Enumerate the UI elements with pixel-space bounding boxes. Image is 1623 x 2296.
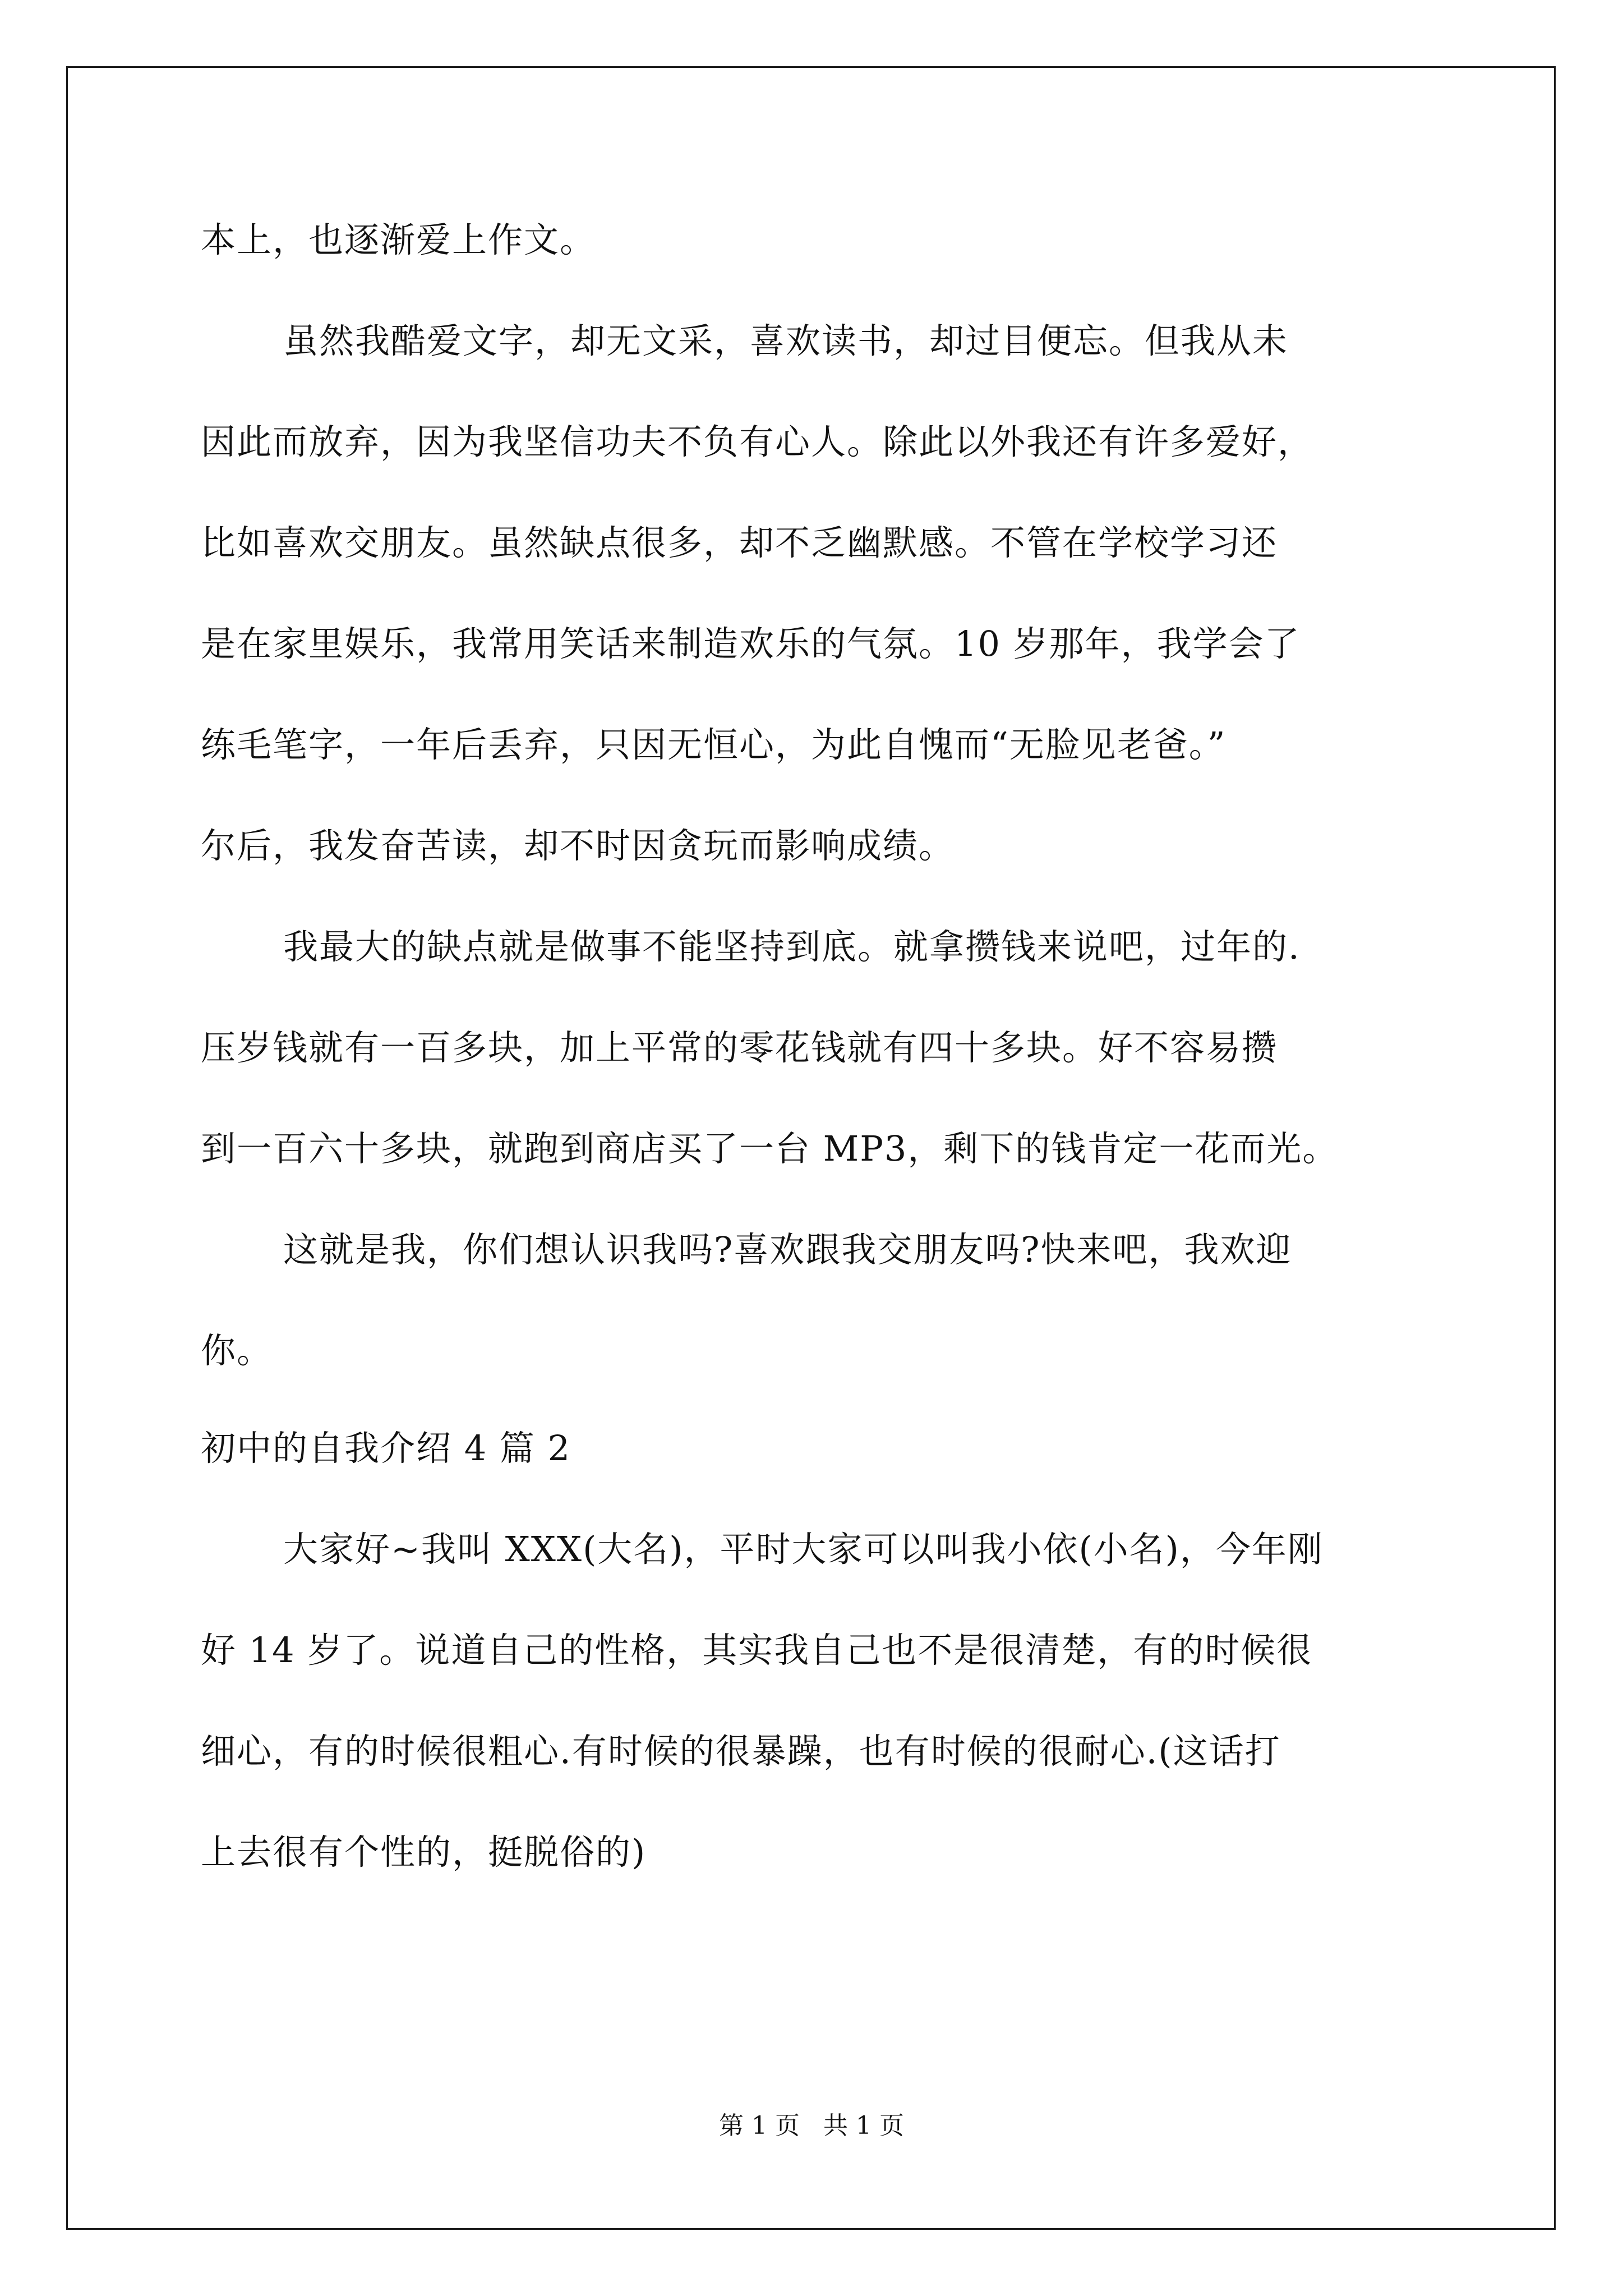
body-line: 细心，有的时候很粗心.有时候的很暴躁，也有时候的很耐心.(这话打 xyxy=(201,1731,1281,1772)
paragraph-first-line: 这就是我，你们想认识我吗?喜欢跟我交朋友吗?快来吧，我欢迎 xyxy=(283,1229,1292,1270)
section-heading: 初中的自我介绍 4 篇 2 xyxy=(201,1428,571,1469)
paragraph-first-line: 我最大的缺点就是做事不能坚持到底。就拿攒钱来说吧，过年的. xyxy=(283,926,1301,967)
body-line: 因此而放弃，因为我坚信功夫不负有心人。除此以外我还有许多爱好， xyxy=(201,421,1314,462)
body-line: 比如喜欢交朋友。虽然缺点很多，却不乏幽默感。不管在学校学习还 xyxy=(201,522,1278,563)
body-line: 尔后，我发奋苦读，却不时因贪玩而影响成绩。 xyxy=(201,825,955,866)
body-line: 上去很有个性的，挺脱俗的) xyxy=(201,1832,647,1872)
page-number-footer: 第 1 页 共 1 页 xyxy=(719,2111,904,2140)
body-line: 你。 xyxy=(201,1330,273,1371)
body-line: 好 14 岁了。说道自己的性格，其实我自己也不是很清楚，有的时候很 xyxy=(201,1630,1313,1671)
body-line: 到一百六十多块，就跑到商店买了一台 MP3，剩下的钱肯定一花而光。 xyxy=(201,1128,1339,1169)
body-line: 本上，也逐渐爱上作文。 xyxy=(201,219,596,260)
paragraph-first-line: 大家好~我叫 XXX(大名)，平时大家可以叫我小依(小名)，今年刚 xyxy=(283,1529,1324,1570)
paragraph-first-line: 虽然我酷爱文字，却无文采，喜欢读书，却过目便忘。但我从未 xyxy=(283,320,1289,361)
body-line: 是在家里娱乐，我常用笑话来制造欢乐的气氛。10 岁那年，我学会了 xyxy=(201,623,1301,664)
body-line: 压岁钱就有一百多块，加上平常的零花钱就有四十多块。好不容易攒 xyxy=(201,1027,1278,1068)
body-line: 练毛笔字，一年后丢弃，只因无恒心，为此自愧而“无脸见老爸。” xyxy=(201,724,1227,765)
